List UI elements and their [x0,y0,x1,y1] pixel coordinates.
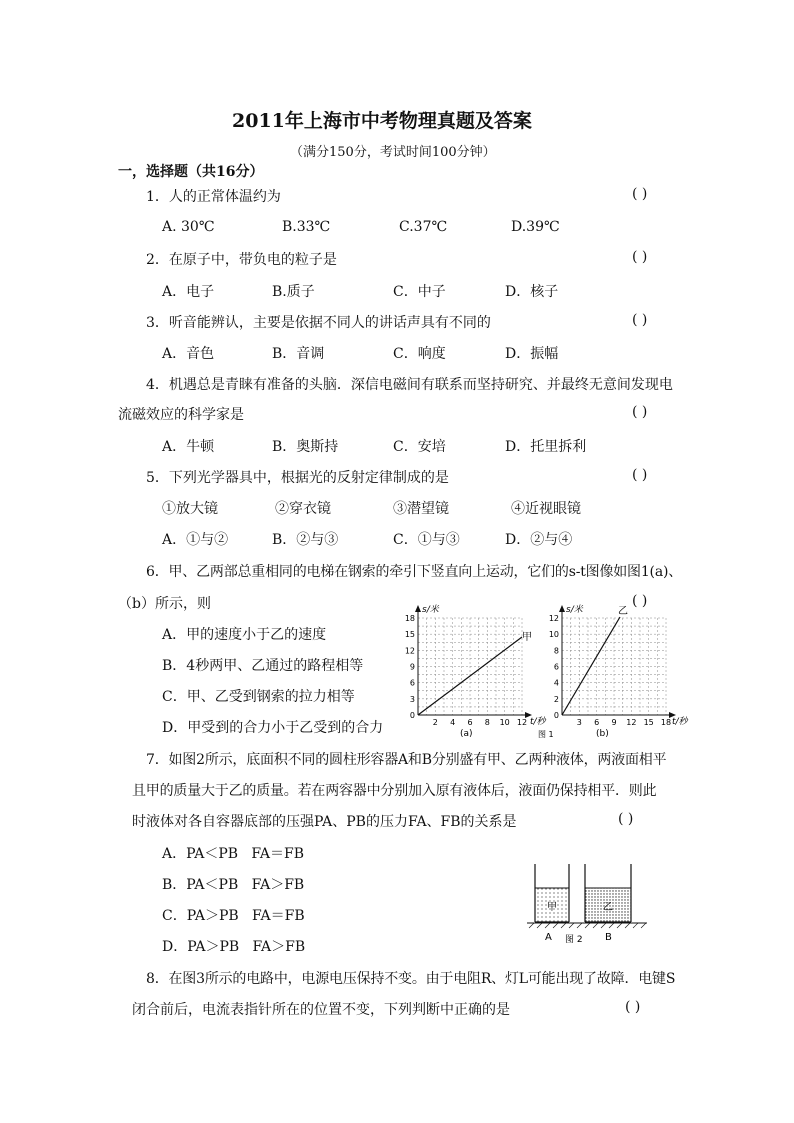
container-b-label: B [605,932,612,943]
q5-item-3: ③潜望镜 [393,501,449,517]
figure-1a-xtick-label: 8 [484,718,490,727]
q7-answer-paren: ( ) [618,811,634,827]
q6-stem-line1: 6．甲、乙两部总重相同的电梯在钢索的牵引下竖直向上运动，它们的s-t图像如图1(a)、 [146,564,683,580]
figure-1b-xlabel: t/秒 [672,717,688,727]
figure-1b-xtick-label: 3 [576,718,582,727]
q5-item-2: ②穿衣镜 [275,501,331,517]
container-a-label: A [545,932,552,943]
q7-option-c: C．PA＞PB FA＝FB [162,908,305,924]
q6-option-c: C．甲、乙受到钢索的拉力相等 [162,689,355,705]
figure-1b-ytick-label: 6 [553,662,559,672]
q3-option-d: D．振幅 [505,346,559,362]
q1-option-c: C.37℃ [399,219,448,235]
section-heading: 一，选择题（共16分） [118,164,264,180]
q3-stem: 3．听音能辨认，主要是依据不同人的讲话声具有不同的 [146,315,491,331]
q7-stem-line3: 时液体对各自容器底部的压强PA、PB的压力FA、FB的关系是 [132,814,517,830]
q3-option-b: B．音调 [272,346,325,362]
q5-option-d: D．②与④ [505,532,573,548]
figure-1b-ytick-label: 10 [548,630,559,640]
figure-1a-xtick-label: 10 [499,718,510,727]
figure-1a-ytick-label: 12 [404,646,415,656]
q6-answer-paren: ( ) [632,593,648,609]
q3-option-a: A．音色 [162,346,215,362]
q7-option-a: A．PA＜PB FA＝FB [162,846,305,862]
figure-1a-caption: (a) [460,729,473,739]
figure-1b-xtick-label: 18 [660,718,672,727]
q4-option-a: A．牛顿 [162,439,215,455]
figure-1a-xtick-label: 4 [450,718,456,727]
q2-option-a: A．电子 [162,284,215,300]
figure-1b-line-label: 乙 [618,606,628,617]
q6-option-d: D．甲受到的合力小于乙受到的合力 [162,720,384,736]
q4-stem-line2: 流磁效应的科学家是 [118,407,244,423]
q4-answer-paren: ( ) [632,404,648,420]
page-subtitle: （满分150分，考试时间100分钟） [290,145,496,160]
q1-stem: 1．人的正常体温约为 [146,189,281,205]
q8-stem-line2: 闭合前后，电流表指针所在的位置不变，下列判断中正确的是 [132,1002,510,1018]
figure-2 [525,860,655,950]
q7-option-b: B．PA＜PB FA＞FB [162,877,305,893]
figure-1a-ytick-label: 0 [409,711,415,720]
q4-option-d: D．托里拆利 [505,439,587,455]
figure-1a-ytick-label: 15 [404,630,415,640]
figure-1b-ylabel: s/米 [566,605,583,615]
q2-answer-paren: ( ) [632,249,648,265]
figure-2-caption: 图 2 [565,935,583,945]
figure-1b-ytick-label: 12 [548,614,559,623]
figure-1b-xtick-label: 6 [594,718,600,727]
q5-stem: 5．下列光学器具中，根据光的反射定律制成的是 [146,470,449,486]
q3-option-c: C．响度 [393,346,446,362]
figure-1a-xtick-label: 6 [467,718,473,727]
figure-1a-ytick-label: 9 [409,662,415,672]
q6-stem-line2: （b）所示，则 [118,596,211,612]
q2-option-d: D．核子 [505,284,559,300]
q7-stem-line2: 且甲的质量大于乙的质量。若在两容器中分别加入原有液体后，液面仍保持相平．则此 [132,783,657,799]
container-a-liquid-label: 甲 [547,902,557,913]
figure-1a-graph [405,604,548,739]
q4-option-c: C．安培 [393,439,446,455]
figure-1a-ytick-label: 6 [409,678,415,688]
figure-1 [398,600,698,740]
figure-1a-ytick-label: 3 [409,694,415,704]
figure-1-caption: 图 1 [538,730,554,739]
q7-stem-line1: 7．如图2所示，底面积不同的圆柱形容器A和B分别盛有甲、乙两种液体，两液面相平 [146,752,667,768]
q8-answer-paren: ( ) [625,999,641,1015]
figure-1a-xlabel: t/秒 [530,717,546,727]
q6-option-b: B．4秒两甲、乙通过的路程相等 [162,658,364,674]
q1-option-b: B.33℃ [282,219,331,235]
q5-option-a: A．①与② [162,532,229,548]
figure-1a-xtick-label: 12 [516,718,528,727]
q1-answer-paren: ( ) [632,186,648,202]
figure-1b-graph [549,604,690,739]
q5-item-4: ④近视眼镜 [511,501,581,517]
q5-item-1: ①放大镜 [162,501,218,517]
q4-stem-line1: 4．机遇总是青睐有准备的头脑．深信电磁间有联系而坚持研究、并最终无意间发现电 [146,377,673,393]
figure-1b-ytick-label: 4 [553,678,559,688]
figure-1a-xtick-label: 2 [432,718,438,727]
figure-1b-ytick-label: 0 [553,711,559,720]
figure-1b-xtick-label: 12 [626,718,637,727]
container-b-liquid-label: 乙 [603,902,613,913]
figure-1a-line-label: 甲 [522,632,532,643]
figure-1b-xtick-label: 15 [643,718,654,727]
q3-answer-paren: ( ) [632,312,648,328]
figure-1b-caption: (b) [596,729,609,739]
q1-option-a: A. 30℃ [162,219,215,235]
figure-1b-xtick-label: 9 [611,718,617,727]
q4-option-b: B．奥斯持 [272,439,339,455]
q5-answer-paren: ( ) [632,467,648,483]
figure-1a-ylabel: s/米 [422,605,439,615]
q7-option-d: D．PA＞PB FA＞FB [162,939,306,955]
q2-option-b: B.质子 [272,284,315,300]
q5-option-b: B．②与③ [272,532,339,548]
q8-stem-line1: 8．在图3所示的电路中，电源电压保持不变。由于电阻R、灯L可能出现了故障．电键S [146,971,676,987]
q5-option-c: C．①与③ [393,532,460,548]
page-title: 2011年上海市中考物理真题及答案 [232,110,532,132]
figure-1b-ytick-label: 8 [553,646,559,656]
q2-stem: 2．在原子中，带负电的粒子是 [146,252,337,268]
q2-option-c: C．中子 [393,284,446,300]
q1-option-d: D.39℃ [511,219,560,235]
q6-option-a: A．甲的速度小于乙的速度 [162,627,327,643]
figure-1a-ytick-label: 18 [404,614,415,623]
figure-1b-ytick-label: 2 [553,694,559,704]
